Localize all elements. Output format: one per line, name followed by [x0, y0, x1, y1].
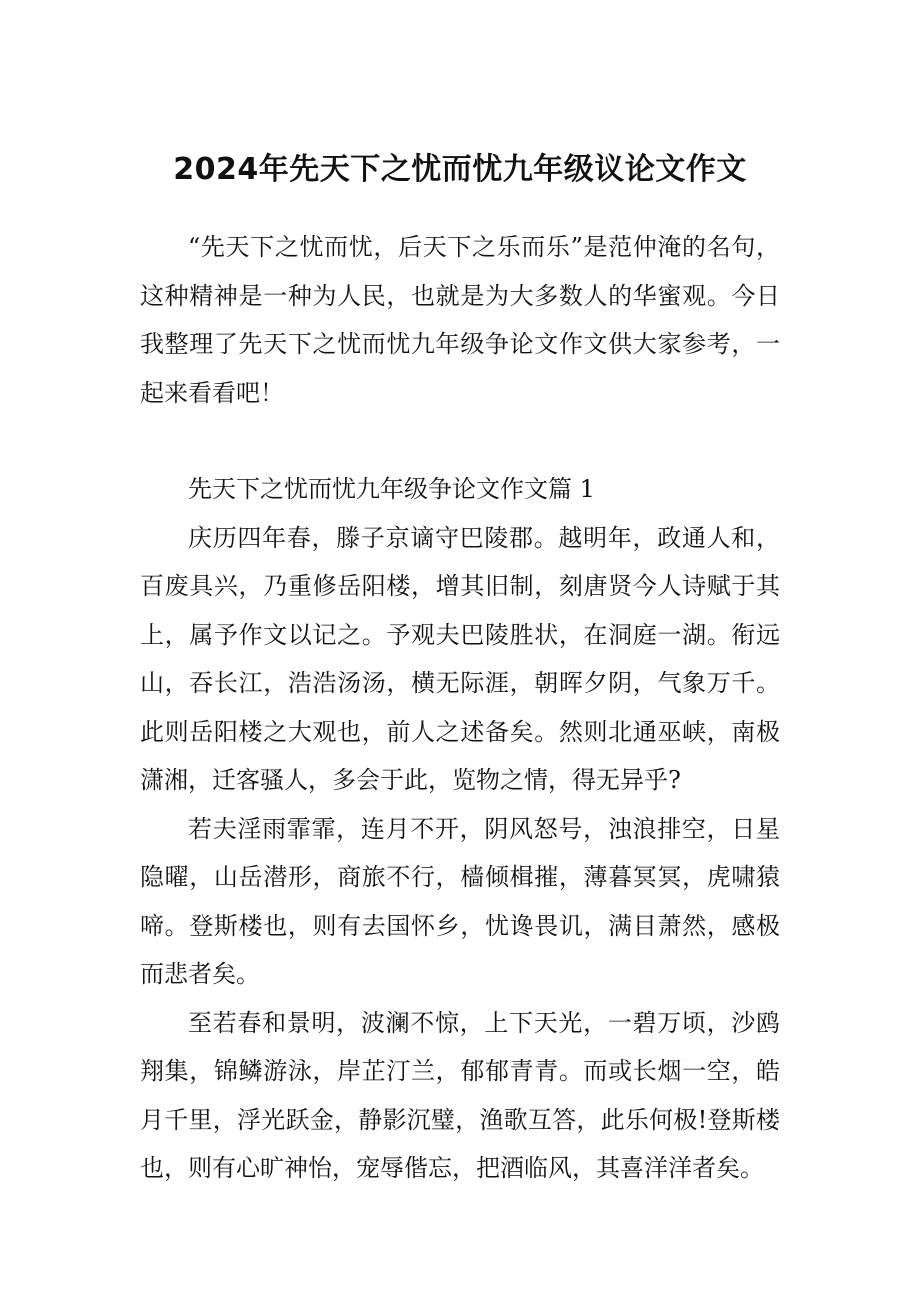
body-paragraph-1: 庆历四年春，滕子京谪守巴陵郡。越明年，政通人和，百废具兴，乃重修岳阳楼，增其旧制，刻唐贤今人诗赋于其上，属予作文以记之。予观夫巴陵胜状，在洞庭一湖。衔远山，吞长江，浩浩汤汤，横无际涯，朝晖夕阴，气象万千。此则岳阳楼之大观也，前人之述备矣。然则北通巫峡，南极潇湘，迁客骚人，多会于此，览物之情，得无异乎?	[140, 523, 780, 794]
section-heading: 先天下之忧而忧九年级争论文作文篇 1	[188, 475, 595, 503]
intro-paragraph: “先天下之忧而忧，后天下之乐而乐”是范仲淹的名句，这种精神是一种为人民，也就是为大多数人的华蜜观。今日我整理了先天下之忧而忧九年级争论文作文供大家参考，一起来看看吧！	[140, 233, 780, 407]
document-title: 2024年先天下之忧而忧九年级议论文作文	[173, 152, 747, 187]
body-paragraph-3: 至若春和景明，波澜不惊，上下天光，一碧万顷，沙鸥翔集，锦鳞游泳，岸芷汀兰，郁郁青青。而或长烟一空，皓月千里，浮光跃金，静影沉璧，渔歌互答，此乐何极!登斯楼也，则有心旷神怡，宠辱偕忘，把酒临风，其喜洋洋者矣。	[140, 1008, 780, 1182]
document-body	[140, 223, 780, 1193]
body-paragraph-2: 若夫淫雨霏霏，连月不开，阴风怒号，浊浪排空，日星隐曜，山岳潜形，商旅不行，樯倾楫摧，薄暮冥冥，虎啸猿啼。登斯楼也，则有去国怀乡，忧谗畏讥，满目萧然，感极而悲者矣。	[140, 814, 780, 988]
